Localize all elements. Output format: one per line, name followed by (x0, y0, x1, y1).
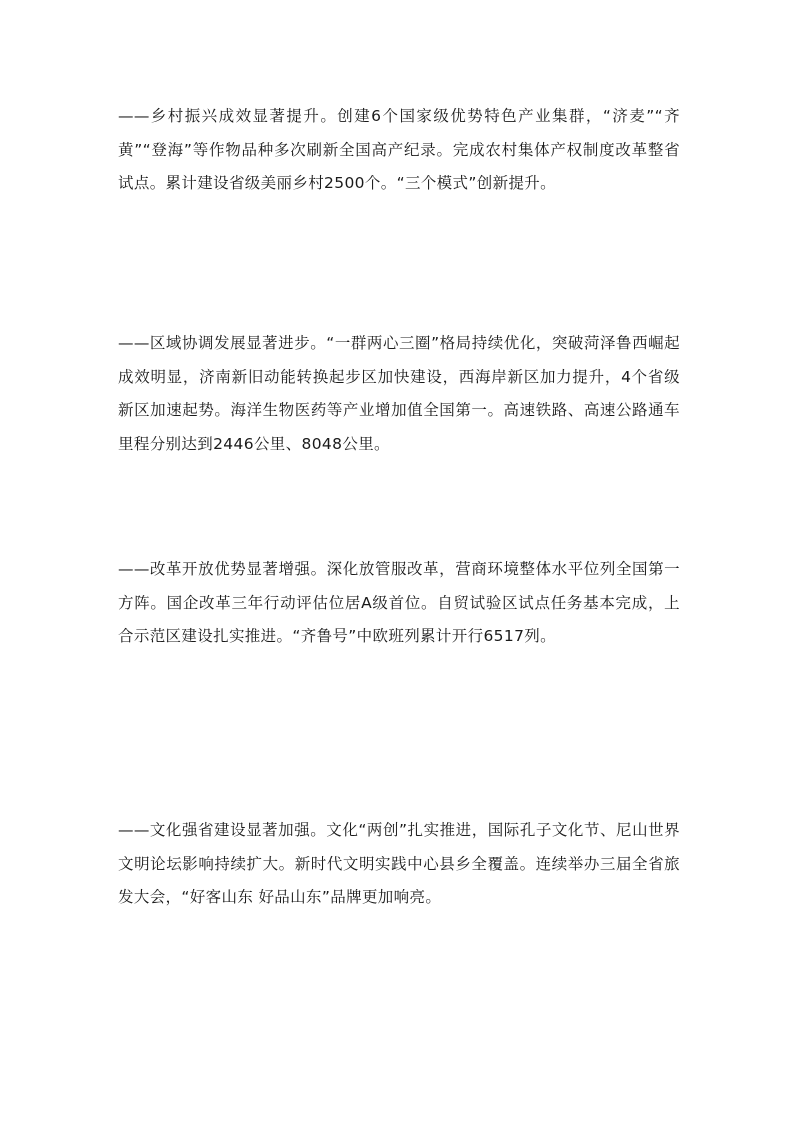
paragraph-reform-opening: ——改革开放优势显著增强。深化放管服改革，营商环境整体水平位列全国第一方阵。国企改革三年行动评估位居A级首位。自贸试验区试点任务基本完成，上合示范区建设扎实推进。“齐鲁号”中欧班列累计开行6517列。 (118, 560, 680, 645)
paragraph-regional-development: ——区域协调发展显著进步。“一群两心三圈”格局持续优化，突破菏泽鲁西崛起成效明显，济南新旧动能转换起步区加快建设，西海岸新区加力提升，4个省级新区加速起势。海洋生物医药等产业增加值全国第一。高速铁路、高速公路通车里程分别达到2446公里、8048公里。 (118, 334, 680, 453)
paragraph-cultural-province: ——文化强省建设显著加强。文化“两创”扎实推进，国际孔子文化节、尼山世界文明论坛影响持续扩大。新时代文明实践中心县乡全覆盖。连续举办三届全省旅发大会，“好客山东 好品山东”品牌更加响亮。 (118, 821, 680, 906)
paragraph-rural-revitalization: ——乡村振兴成效显著提升。创建6个国家级优势特色产业集群，“济麦”“齐黄”“登海”等作物品种多次刷新全国高产纪录。完成农村集体产权制度改革整省试点。累计建设省级美丽乡村2500个。“三个模式”创新提升。 (118, 107, 680, 192)
